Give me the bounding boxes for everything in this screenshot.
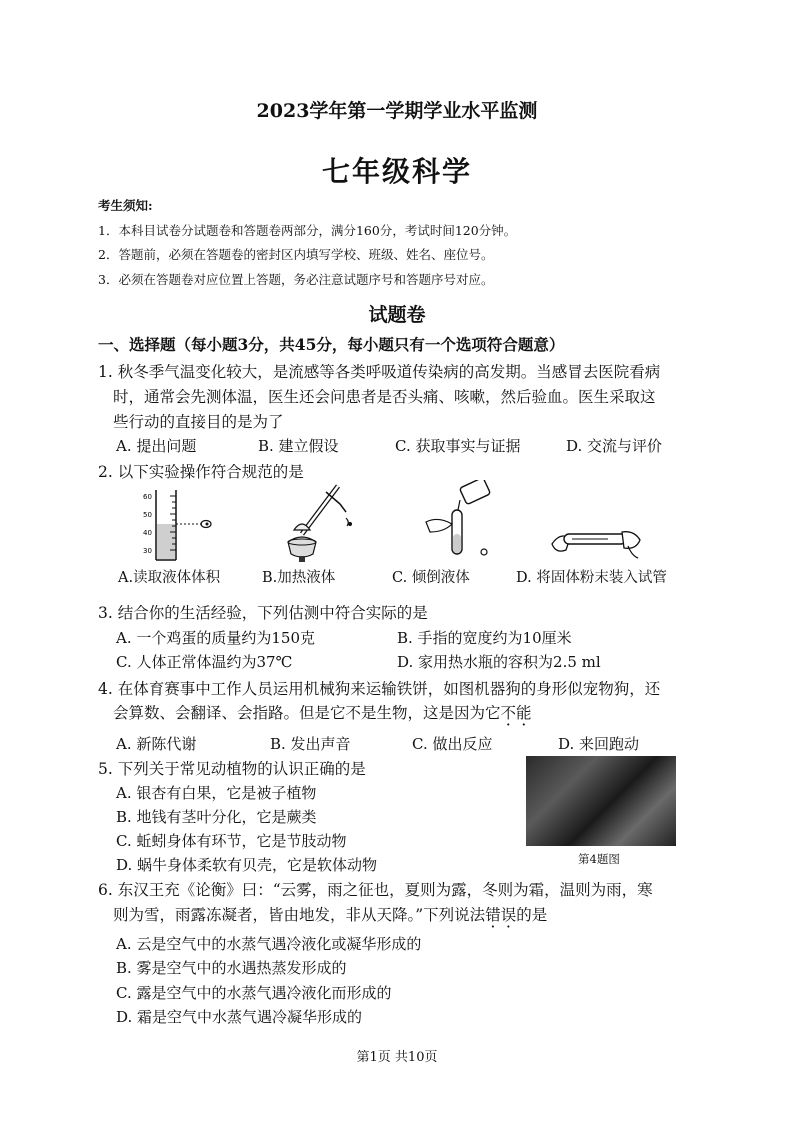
q4-option-d: D. 来回跑动 [558, 735, 640, 753]
q1-option-d: D. 交流与评价 [566, 437, 663, 455]
q1-option-a: A. 提出问题 [116, 437, 197, 455]
q3-option-a: A. 一个鸡蛋的质量约为150克 [116, 629, 316, 647]
q4-line-text: 会算数、会翻译、会指路。但是它不是生物，这是因为它 [113, 704, 501, 722]
q2-option-a: A.读取液体体积 [118, 570, 221, 586]
q6-option-c: C. 露是空气中的水蒸气遇冷液化而形成的 [116, 984, 392, 1002]
figure-caption: 第4题图 [578, 852, 620, 866]
q3-option-d: D. 家用热水瓶的容积为2.5 ml [397, 653, 601, 671]
q3-option-c: C. 人体正常体温约为37℃ [116, 653, 293, 671]
heating-liquid-figure [280, 482, 360, 564]
q1-option-c: C. 获取事实与证据 [395, 437, 521, 455]
notice-item: 2．答题前，必须在答题卷的密封区内填写学校、班级、姓名、座位号。 [98, 247, 494, 262]
exam-name: 2023学年第一学期学业水平监测 [256, 100, 538, 122]
q1-option-b: B. 建立假设 [258, 437, 339, 455]
q2-option-b: B.加热液体 [262, 570, 336, 586]
q2-stem: 2. 以下实验操作符合规范的是 [98, 463, 304, 481]
q4-line [113, 701, 532, 723]
q5-option-d: D. 蜗牛身体柔软有贝壳，它是软体动物 [116, 856, 378, 874]
q4-option-b: B. 发出声音 [270, 735, 351, 753]
subject-title: 七年级科学 [321, 155, 472, 188]
tick-label: 60 [143, 493, 152, 501]
q5-option-b: B. 地钱有茎叶分化，它是蕨类 [116, 808, 317, 826]
q2-option-d: D. 将固体粉末装入试管 [516, 570, 667, 586]
emphasis-char: 错 [485, 906, 501, 924]
robot-dog-photo [526, 756, 676, 846]
notice-heading: 考生须知: [98, 198, 153, 213]
q4-line: 4. 在体育赛事中工作人员运用机械狗来运输铁饼，如图机器狗的身形似宠物狗，还 [98, 680, 661, 698]
q6-option-d: D. 霜是空气中水蒸气遇冷凝华形成的 [116, 1008, 363, 1026]
tick-label: 50 [143, 511, 152, 519]
page-number: 第1页 共10页 [356, 1050, 438, 1065]
q4-option-a: A. 新陈代谢 [116, 735, 197, 753]
q1-line: 些行动的直接目的是为了 [113, 413, 284, 431]
emphasis-char: 能 [516, 704, 532, 722]
q5-option-c: C. 蚯蚓身体有环节，它是节肢动物 [116, 832, 347, 850]
q6-line: 6. 东汉王充《论衡》曰：“云雾，雨之征也，夏则为露，冬则为霜，温则为雨，寒 [98, 881, 653, 899]
q6-line-text: 的是 [516, 906, 548, 924]
q6-line-text: 则为雪，雨露冻凝者，皆由地发，非从天降。”下列说法 [113, 906, 486, 924]
q6-option-a: A. 云是空气中的水蒸气遇冷液化或凝华形成的 [116, 935, 422, 953]
q5-option-a: A. 银杏有白果，它是被子植物 [116, 784, 317, 802]
paper-title: 试题卷 [368, 304, 426, 326]
q1-line: 时，通常会先测体温，医生还会问患者是否头痛、咳嗽，然后验血。医生采取这 [113, 388, 656, 406]
emphasis-char: 不 [500, 704, 517, 722]
q5-stem: 5. 下列关于常见动植物的认识正确的是 [98, 760, 366, 778]
powder-into-tube-figure [548, 516, 644, 564]
pouring-liquid-figure [418, 480, 498, 564]
q4-option-c: C. 做出反应 [412, 735, 493, 753]
tick-label: 30 [143, 547, 152, 555]
notice-item: 1．本科目试卷分试题卷和答题卷两部分，满分160分，考试时间120分钟。 [98, 223, 517, 238]
q3-stem: 3. 结合你的生活经验，下列估测中符合实际的是 [98, 604, 428, 622]
q2-option-c: C. 倾倒液体 [392, 570, 470, 586]
q6-option-b: B. 雾是空气中的水遇热蒸发形成的 [116, 959, 347, 977]
graduated-cylinder-figure [130, 488, 220, 564]
tick-label: 40 [143, 529, 152, 537]
q1-line: 1. 秋冬季气温变化较大，是流感等各类呼吸道传染病的高发期。当感冒去医院看病 [98, 363, 661, 381]
section-heading: 一、选择题（每小题3分，共45分，每小题只有一个选项符合题意） [98, 335, 565, 354]
q3-option-b: B. 手指的宽度约为10厘米 [397, 629, 572, 647]
q6-line [113, 903, 547, 925]
emphasis-char: 误 [500, 906, 517, 924]
notice-item: 3．必须在答题卷对应位置上答题，务必注意试题序号和答题序号对应。 [98, 272, 494, 287]
